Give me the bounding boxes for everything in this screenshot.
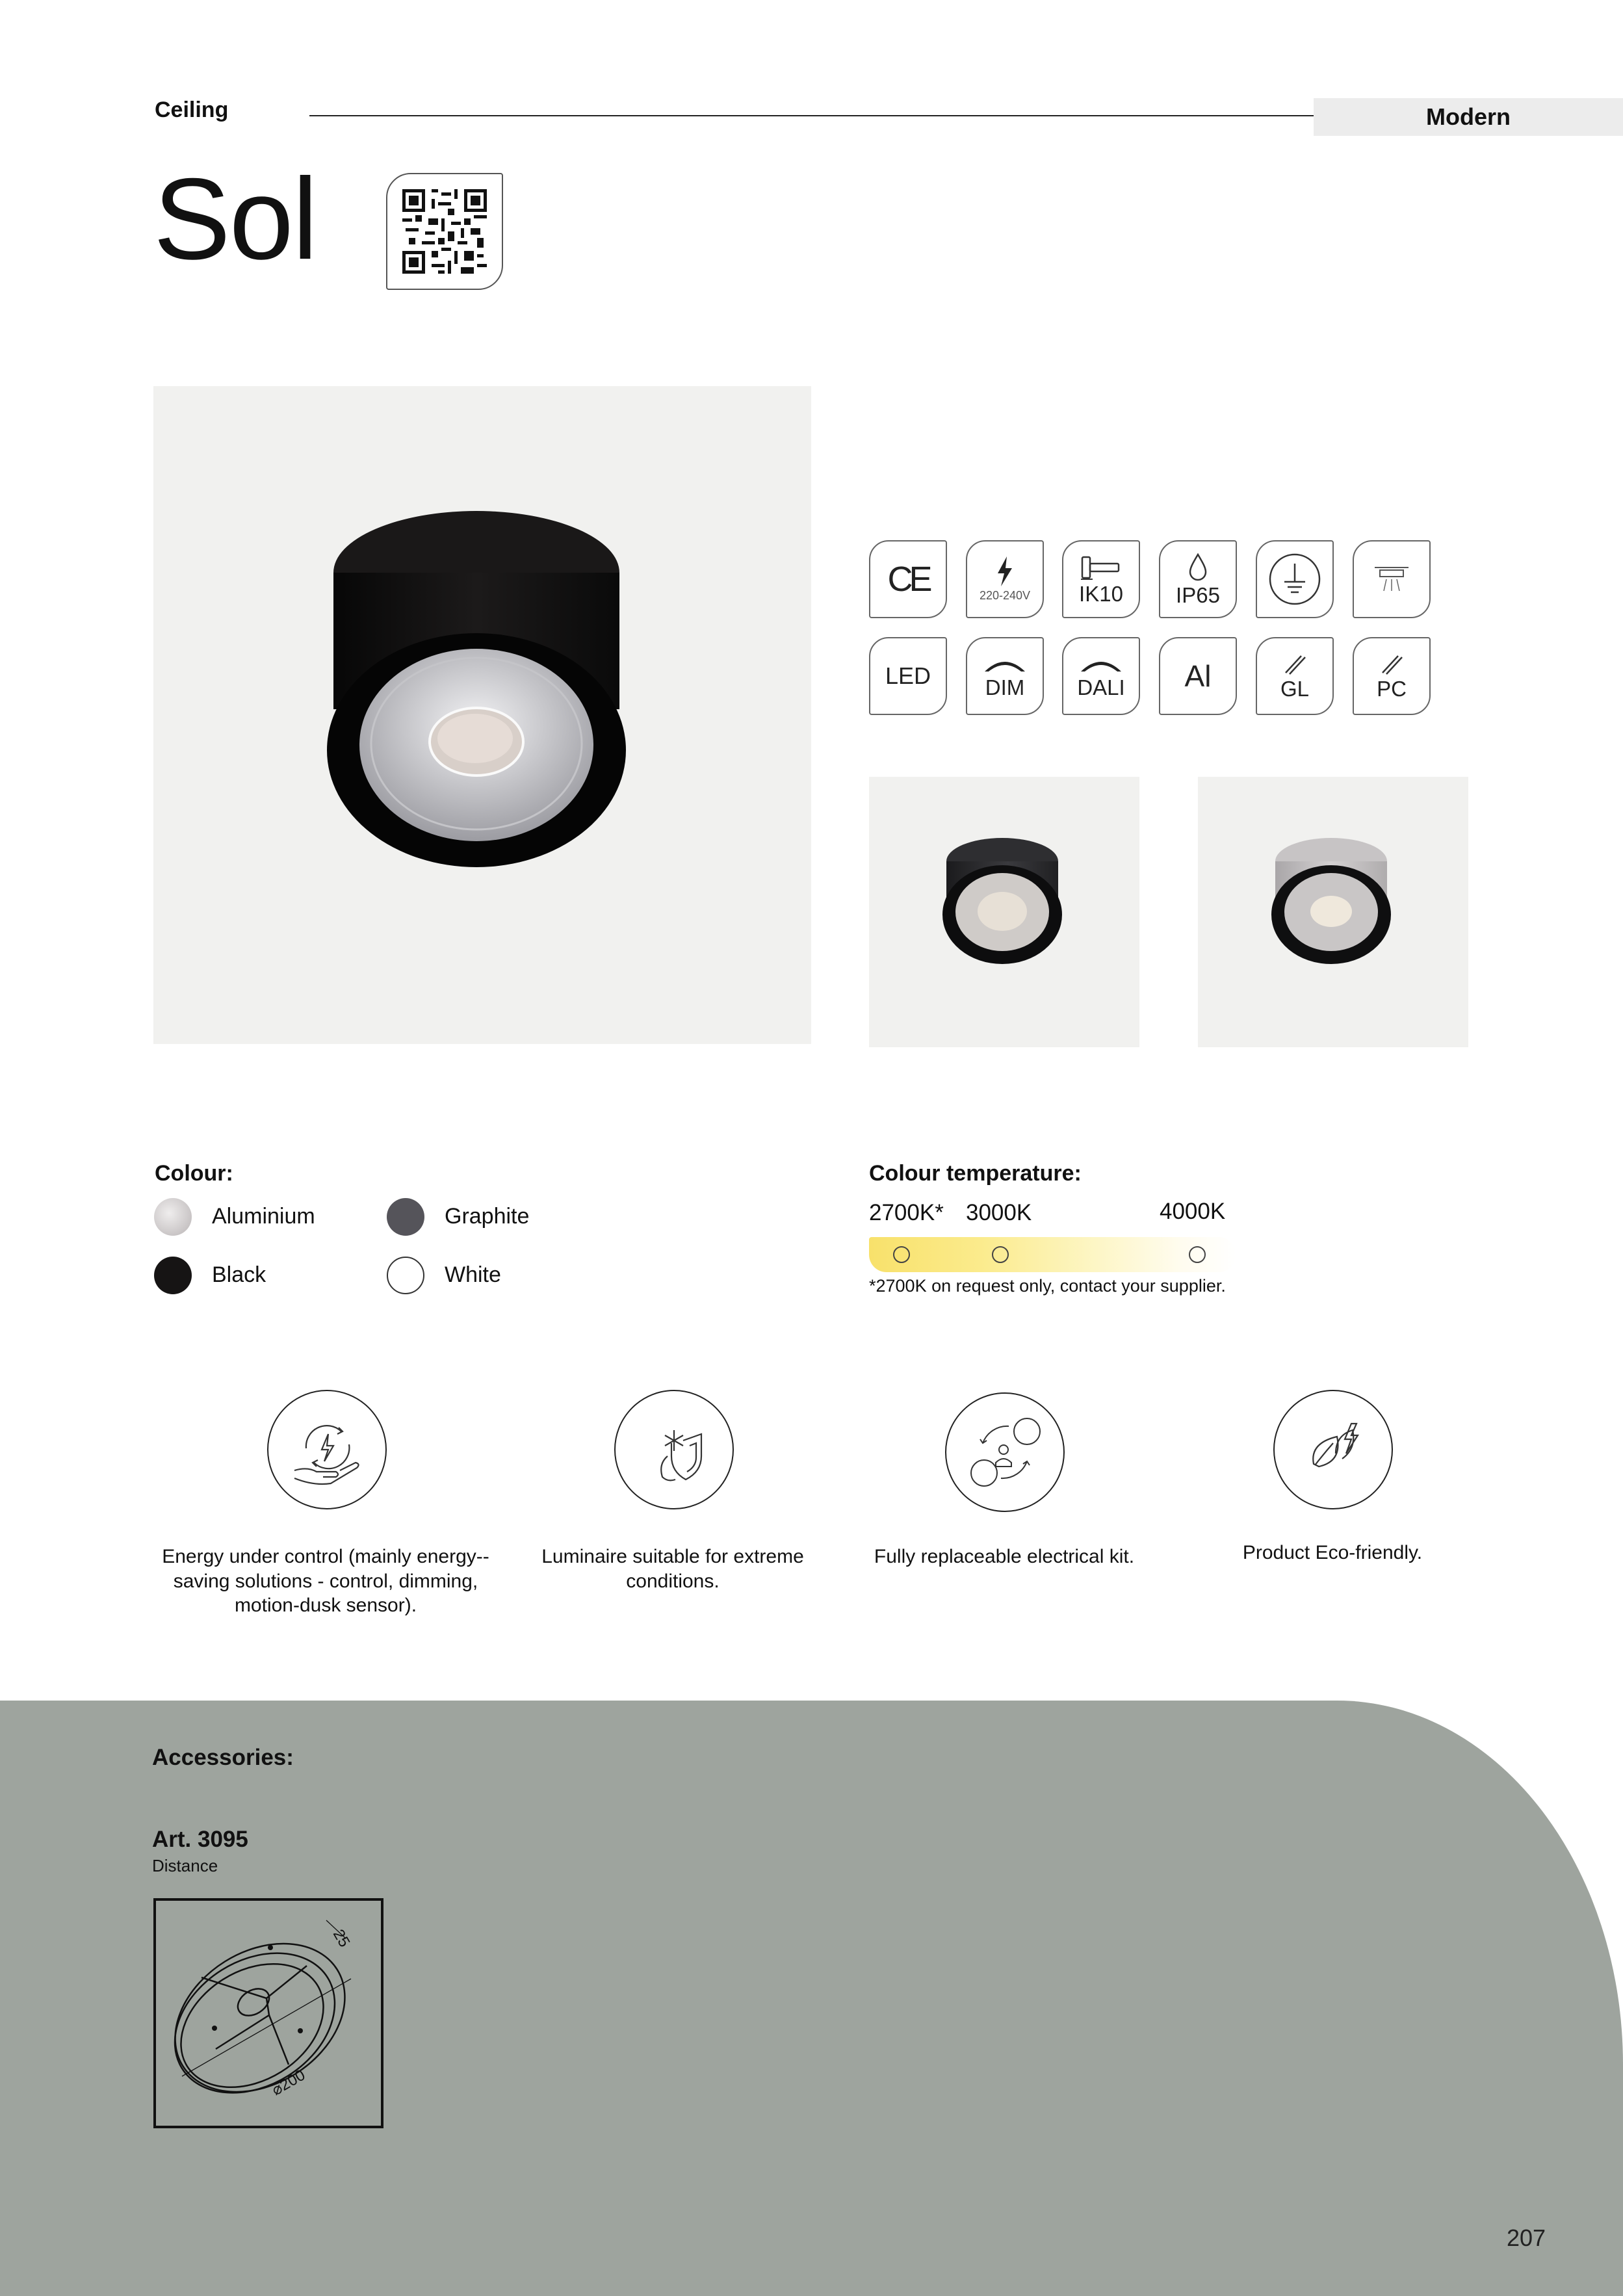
colour-label-aluminium: Aluminium bbox=[212, 1204, 315, 1229]
temperature-bar bbox=[869, 1237, 1236, 1272]
earth-ground-icon bbox=[1256, 540, 1334, 618]
temp-marker-3000k[interactable] bbox=[992, 1246, 1009, 1263]
dali-icon: DALI bbox=[1062, 637, 1140, 715]
polycarbonate-icon: PC bbox=[1353, 637, 1431, 715]
accessory-drawing bbox=[153, 1898, 383, 2128]
energy-control-icon bbox=[267, 1390, 387, 1509]
colour-label-black: Black bbox=[212, 1262, 266, 1287]
temp-marker-2700k[interactable] bbox=[893, 1246, 910, 1263]
extreme-conditions-icon bbox=[614, 1390, 734, 1509]
product-title: Sol bbox=[153, 154, 317, 283]
accessory-description: Distance bbox=[152, 1856, 218, 1875]
colour-label-white: White bbox=[445, 1262, 501, 1287]
temp-label-3000k: 3000K bbox=[966, 1200, 1032, 1225]
header-divider bbox=[309, 115, 1314, 116]
ce-mark-icon: CE bbox=[869, 540, 947, 618]
voltage-icon: 220-240V bbox=[966, 540, 1044, 618]
accessories-heading: Accessories: bbox=[152, 1745, 294, 1770]
glass-icon: GL bbox=[1256, 637, 1334, 715]
eco-friendly-icon bbox=[1273, 1390, 1393, 1509]
swatch-black[interactable] bbox=[154, 1257, 192, 1294]
led-icon: LED bbox=[869, 637, 947, 715]
feature-text-extreme: Luminaire suitable for extreme conditions. bbox=[541, 1546, 804, 1592]
feature-text-energy: Energy under control (mainly energy--saving solutions - control, dimming, motion-dusk sensor). bbox=[162, 1546, 489, 1616]
product-photo-main bbox=[153, 386, 811, 1044]
qr-code-icon bbox=[402, 189, 487, 274]
product-photo-graphite bbox=[869, 777, 1139, 1047]
luminaire-graphite-image bbox=[869, 777, 1139, 1047]
dimension-diameter: ⌀200 bbox=[268, 2066, 309, 2100]
temperature-heading: Colour temperature: bbox=[869, 1161, 1082, 1186]
swatch-graphite[interactable] bbox=[387, 1198, 424, 1236]
category-label: Ceiling bbox=[155, 98, 229, 122]
dimension-height: 25 bbox=[329, 1926, 354, 1951]
swatch-white[interactable] bbox=[387, 1257, 424, 1294]
temp-marker-4000k[interactable] bbox=[1189, 1246, 1206, 1263]
dim-icon: DIM bbox=[966, 637, 1044, 715]
qr-code[interactable] bbox=[386, 173, 503, 290]
replaceable-kit-icon bbox=[945, 1392, 1065, 1512]
aluminium-icon: Al bbox=[1159, 637, 1237, 715]
luminaire-aluminium-image bbox=[1198, 777, 1468, 1047]
temp-label-4000k: 4000K bbox=[1160, 1199, 1226, 1224]
ceiling-mount-icon bbox=[1353, 540, 1431, 618]
accessory-article: Art. 3095 bbox=[152, 1827, 248, 1852]
colour-label-graphite: Graphite bbox=[445, 1204, 530, 1229]
page-number: 207 bbox=[1507, 2224, 1546, 2251]
swatch-aluminium[interactable] bbox=[154, 1198, 192, 1236]
style-tag: Modern bbox=[1314, 98, 1623, 136]
impact-hammer-icon: IK10 bbox=[1062, 540, 1140, 618]
colour-heading: Colour: bbox=[155, 1161, 233, 1186]
feature-text-replaceable: Fully replaceable electrical kit. bbox=[874, 1546, 1135, 1567]
water-drop-icon: IP65 bbox=[1159, 540, 1237, 618]
temp-label-2700k: 2700K* bbox=[869, 1200, 944, 1225]
product-photo-aluminium bbox=[1198, 777, 1468, 1047]
feature-text-eco: Product Eco-friendly. bbox=[1242, 1542, 1423, 1563]
temperature-note: *2700K on request only, contact your supplier. bbox=[869, 1276, 1226, 1296]
luminaire-black-image bbox=[153, 386, 811, 1044]
